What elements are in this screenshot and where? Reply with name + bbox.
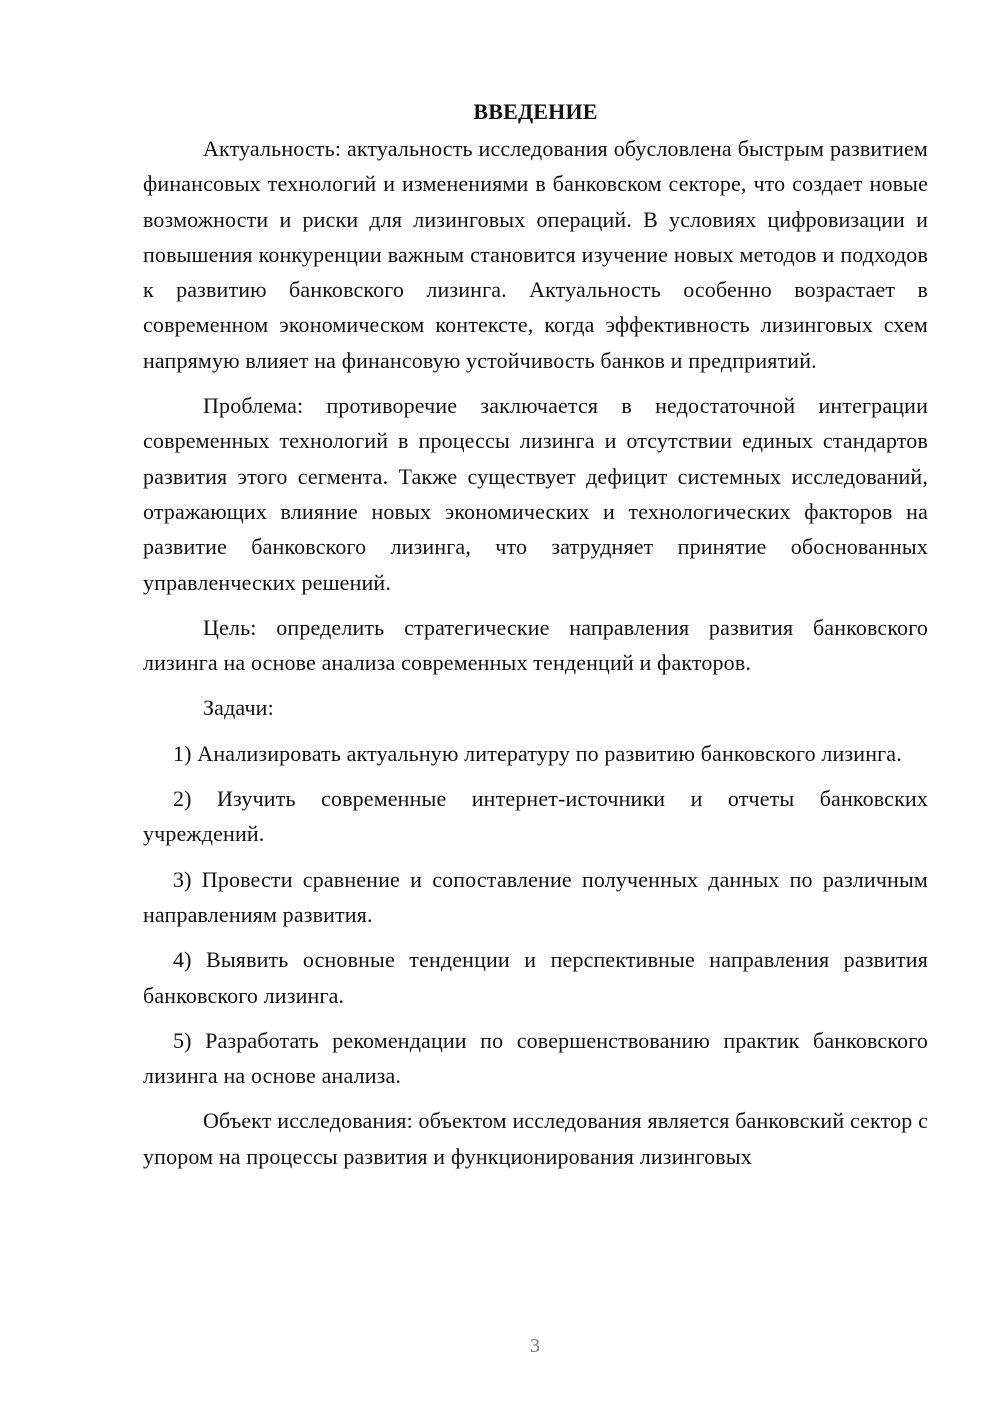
object-paragraph: Объект исследования: объектом исследования является банковский сектор с упором на процессы развития и функционирования лизинговых [143, 1108, 928, 1169]
task-item-4: 4) Выявить основные тенденции и перспективные направления развития банковского лизинга. [143, 947, 928, 1008]
problem-paragraph: Проблема: противоречие заключается в недостаточной интеграции современных технологий в процессы лизинга и отсутствии единых стандартов развития этого сегмента. Также существует дефицит системных исследований, отражающих влияние новых экономических и технологических факторов на развитие банковского лизинга, что затрудняет принятие обоснованных управленческих решений. [143, 393, 928, 595]
task-item-2: 2) Изучить современные интернет-источники и отчеты банковских учреждений. [143, 786, 928, 847]
page-number: 3 [530, 1335, 540, 1357]
goal-paragraph: Цель: определить стратегические направления развития банковского лизинга на основе анализа современных тенденций и факторов. [143, 614, 928, 676]
relevance-paragraph: Актуальность: актуальность исследования обусловлена быстрым развитием финансовых технологий и изменениями в банковском секторе, что создает новые возможности и риски для лизинговых операций. В условиях цифровизации и повышения конкуренции важным становится изучение новых методов и подходов к развитию банковского лизинга. Актуальность особенно возрастает в современном экономическом контексте, когда эффективность лизинговых схем напрямую влияет на финансовую устойчивость банков и предприятий. [143, 136, 928, 373]
section-title: ВВЕДЕНИЕ [473, 99, 598, 124]
task-item-1: 1) Анализировать актуальную литературу по развитию банковского лизинга. [173, 740, 902, 766]
page-content [143, 94, 928, 1174]
task-item-3: 3) Провести сравнение и сопоставление полученных данных по различным направлениям развития. [143, 866, 928, 927]
task-item-5: 5) Разработать рекомендации по совершенствованию практик банковского лизинга на основе анализа. [143, 1027, 928, 1089]
tasks-heading: Задачи: [203, 695, 274, 721]
